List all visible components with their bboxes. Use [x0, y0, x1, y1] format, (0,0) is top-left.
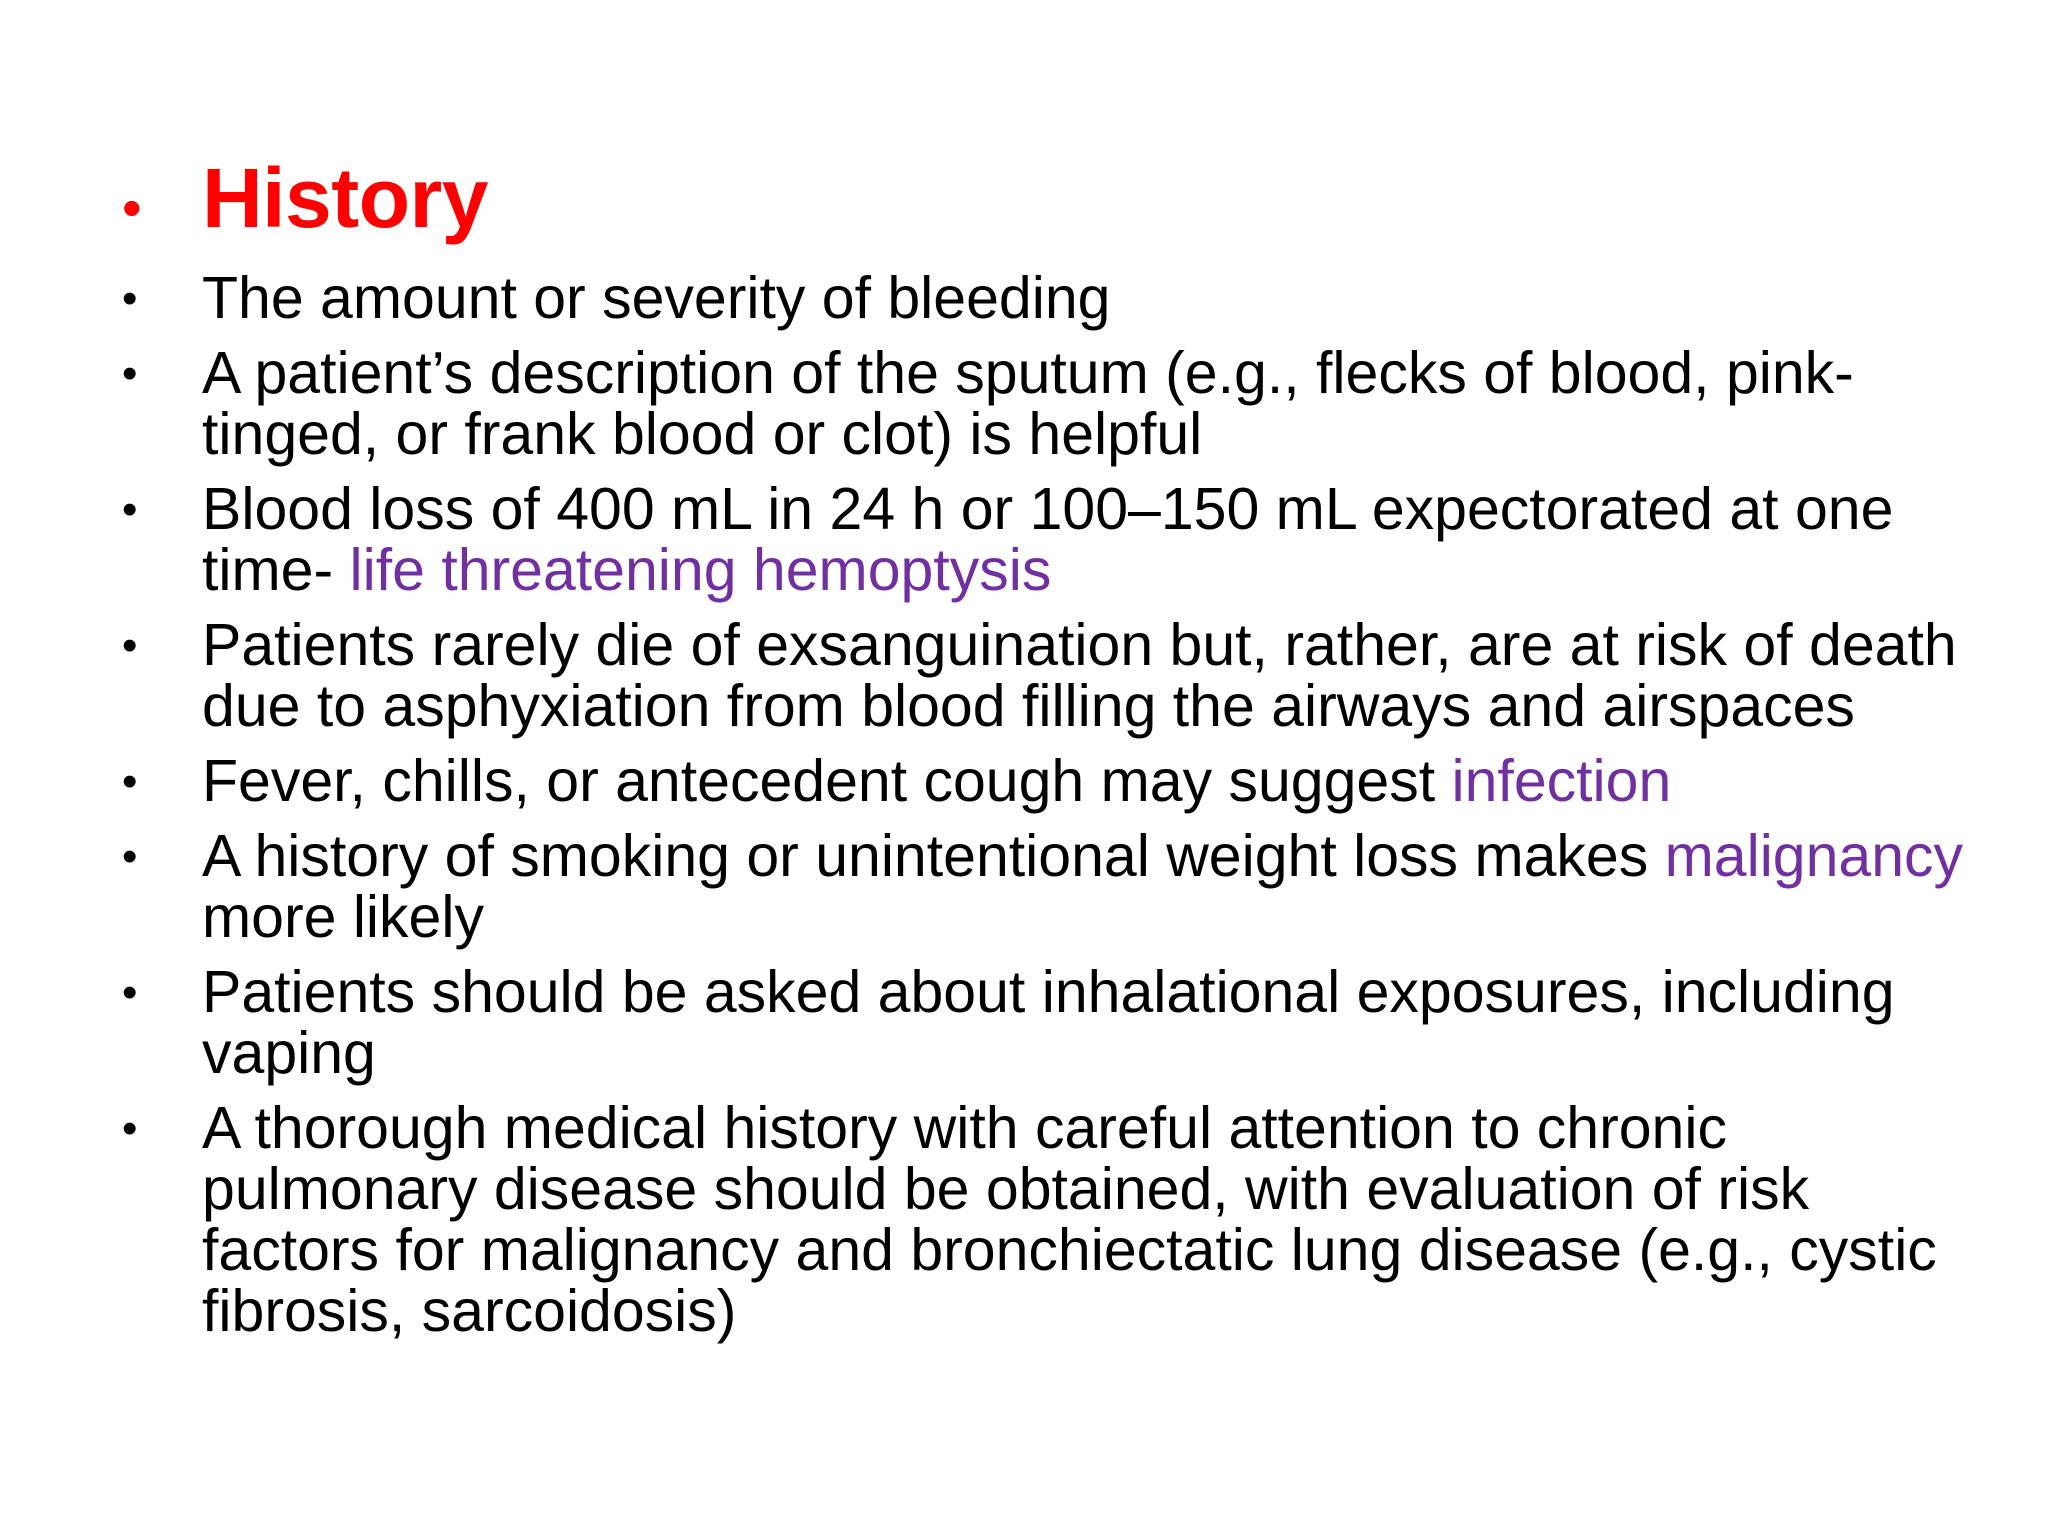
bullet-point: • — [122, 349, 138, 398]
bullet-point: • — [122, 274, 138, 323]
bullet-point: • — [122, 485, 138, 534]
title-bullet: • — [122, 176, 142, 239]
item-text: Patients should be asked about inhalational exposures, including vaping — [202, 959, 1895, 1086]
item-text: A patient’s description of the sputum (e.g., flecks of blood, pink-tinged, or frank blood or clot) is helpful — [202, 340, 1854, 467]
highlight-term: infection — [1451, 748, 1672, 814]
item-text: The amount or severity of bleeding — [202, 265, 1111, 331]
bullet-point: • — [122, 968, 138, 1017]
bullet-list — [122, 265, 2002, 1356]
list-item — [122, 823, 2002, 950]
list-item — [122, 959, 2002, 1086]
list-item — [122, 748, 2002, 814]
item-text: Patients rarely die of exsanguination but, rather, are at risk of death due to asphyxiation from blood filling the airways and airspaces — [202, 612, 1957, 739]
highlight-term: malignancy — [1664, 823, 1964, 889]
bullet-point: • — [122, 621, 138, 670]
list-item — [122, 340, 2002, 467]
item-text: Blood loss of 400 mL in 24 h or 100–150 mL expectorated at one time- life threatening hemoptysis — [202, 476, 1894, 603]
highlight-term: life threatening hemoptysis — [349, 537, 1052, 603]
bullet-point: • — [122, 757, 138, 806]
slide-title — [122, 151, 488, 245]
list-item — [122, 1095, 2002, 1344]
list-item — [122, 265, 2002, 331]
item-text: Fever, chills, or antecedent cough may suggest infection — [202, 748, 1672, 814]
list-item — [122, 612, 2002, 739]
bullet-point: • — [122, 1104, 138, 1153]
item-text: A thorough medical history with careful attention to chronic pulmonary disease should be obtained, with evaluation of risk factors for malignancy and bronchiectatic lung disease (e.g., cystic fibrosis, sarcoidosis) — [202, 1095, 1937, 1344]
bullet-point: • — [122, 832, 138, 881]
title-text: History — [202, 151, 488, 245]
item-text: A history of smoking or unintentional weight loss makes malignancy more likely — [202, 823, 1964, 950]
list-item — [122, 476, 2002, 603]
